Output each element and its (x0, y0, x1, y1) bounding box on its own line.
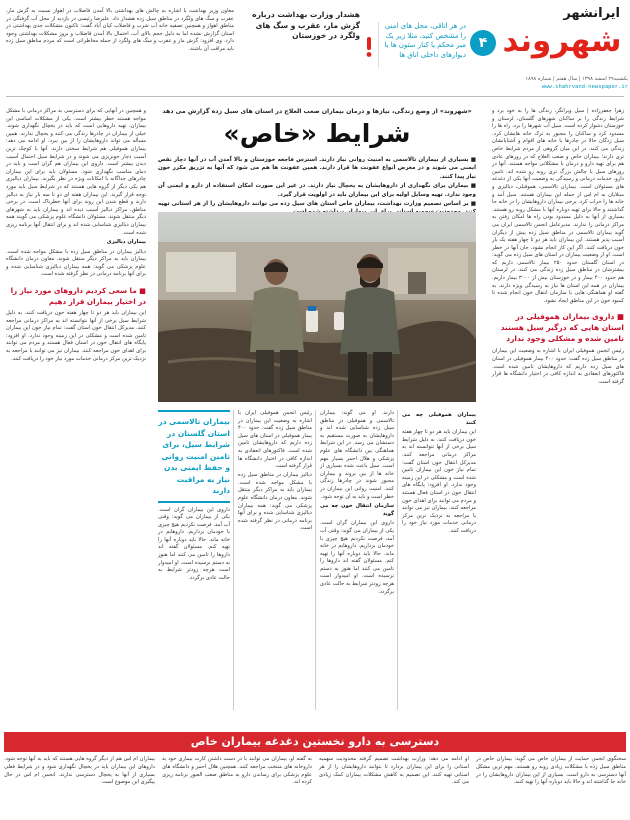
footer-column: بیماران ام اس هم از دیگر گروه هایی هستند که باید به آنها توجه شود. داروهای این بیماران باید در یخچال نگهداری شود و در شرایط فعلی بسیاری از آنها به یخچال دسترسی ندارند. انجمن ام اس در حال پیگیری این موضوع است. (4, 756, 155, 786)
column-divider (397, 410, 398, 710)
exclamation-icon (362, 36, 376, 58)
column-text-continued: دیالیز بیماران در مناطق سیل زده با مشکل مواجه شده است. بیماران باید به مراکز دیگر منتقل شوند. معاون درمان دانشگاه علوم پزشکی می گوید: همه بیماران دیالیزی شناسایی شده و برای آنها برنامه درمانی در نظر گرفته شده است. (6, 248, 146, 278)
footer-column: به گفته او، بیماران می توانند با در دست داشتن کارت بیماری خود به داروخانه های منتخب مراجعه کنند. همچنین هلال احمر و دانشگاه های علوم پزشکی برای رساندن دارو به مناطق صعب العبور برنامه ریزی کرده اند. (162, 756, 312, 786)
lower-column-2 (320, 410, 394, 710)
lower-column-3 (238, 410, 312, 710)
article-column-right (492, 108, 624, 796)
lead-point: ■ بیماران برای نگهداری از داروهایشان به یخچال نیاز دارند. در غیر این صورت امکان استفاده از دارو و ایمنی آن وجود ندارد. تهیه وسایل اولیه برای این بیماران باید در اولویت قرار گیرد. (158, 183, 476, 198)
column-divider (233, 410, 234, 710)
pull-quote: ■ ما سعی کردیم داروهای مورد نیاز را در اختیار بیماران قرار دهیم (10, 286, 146, 307)
masthead (500, 4, 626, 86)
column-text: این بیماران باید هر دو تا چهار هفته خون دریافت کنند. به دلیل شرایط سیل برخی از آنها نتوانسته اند به مراکز درمانی مراجعه کنند. مدیرکل انتقال خون استان گفت: تمام نیاز خون این بیماران تامین شده است و مشکلی در این زمینه وجود ندارد. او افزود: پایگاه های انتقال خون در استان فعال هستند و مردم می توانند برای اهدای خون مراجعه کنند. بیماران نیز می توانند با مراجعه به نزدیک ترین مرکز درمانی خدمات مورد نیاز خود را دریافت کنند. (402, 429, 476, 534)
column-text: رئیس انجمن هموفیلی ایران با اشاره به وضعیت این بیماران در مناطق سیل زده گفت: حدود ۴۰۰ بیمار هموفیلی در استان های سیل زده داریم که داروهایشان تامین شده است. فاکتورهای انعقادی به اندازه کافی در اختیار دانشگاه ها قرار گرفته است. (238, 410, 312, 470)
lower-column-4 (158, 410, 230, 710)
lead-point: ■ بر اساس تصمیم وزارت بهداشت، بیماران خاص استان های سیل زده می توانند داروهایشان را از هر استانی تهیه (158, 201, 476, 208)
flood-scene-image (158, 212, 476, 402)
brief-body: معاون وزیر بهداشت با اشاره به چالش های بهداشتی بالا آمدن فاضلاب در اهواز نسبت به گزش مار، عقرب و سگ های ولگرد در مناطق سیل زده هشدار داد. علیرضا رئیسی در بازدید از محل آب گرفتگی در مناطق اهواز و همچنین تصفیه خانه آب شرب و فاضلاب کیان آباد گفت: تاکنون مشکلات جدی بهداشتی در استان گزارش نشده اما به دلیل حجم بالای آب، احتمال بالا آمدن فاضلاب و بروز مشکلات بهداشتی وجود دارد. وی افزود: گزش مار و عقرب و سگ های ولگرد از جمله مخاطراتی است که مردم مناطق سیل زده باید مراقب آن باشند. (6, 8, 234, 52)
lower-column-1 (402, 410, 476, 710)
pull-quote: بیماران تالاسمی در استان گلستان در شرایط سیل، برای تامین امنیت روانی و حفظ ایمنی بدن نیاز به مراقبت دارند (158, 410, 230, 503)
lead-photo (158, 212, 476, 402)
footer-article (4, 754, 626, 816)
section-subhead: بیماران هموفیلی چه می کنند (402, 412, 476, 426)
column-text-continued: داروی این بیماران گران است. یکی از بیماران می گوید: وقتی آب آمد، فرصت نکردیم هیچ چیزی با خودمان برداریم. داروهایم در خانه ماند. حالا باید دوباره آنها را تهیه کنم. مسئولان گفته اند داروها را تامین می کنند اما هنوز به دستم نرسیده است. او امیدوار است هرچه زودتر شرایط به حالت عادی برگردد. (320, 520, 394, 595)
column-divider (315, 410, 316, 710)
brief-headline: هشدار وزارت بهداشت درباره گزش مار، عقرب و سگ های ولگرد در خوزستان (252, 10, 360, 40)
lead-summary (158, 156, 476, 218)
section-subhead: بیماران دیالیزی (106, 239, 146, 246)
column-text: زهرا جعفرزاده | سیل ویرانگر، زندگی ها را به خود برد و شرایط زندگی را بر ساکنان شهرهای گلستان، لرستان و خوزستان دشوار کرده است. سیل آب شهرها را برد، راه ها را مسدود کرد و ساکنان را مجبور به ترک خانه هایشان کرد. سیل زدگان حالا در چادرها یا خانه های اقوام و آشنایانشان زندگی می کنند. در این میان گروهی از مردم شرایط خاص تری دارند؛ بیماران خاص و صعب العلاج که در روزهای عادی هم برای تهیه دارو و درمان با مشکلاتی مواجه هستند. آنها در روزهای سیل با چالش بزرگ تری روبه رو شده اند. تامین دارو، خدمات درمانی و رسیدگی به وضعیت آنها یکی از دغدغه های مسئولان است. بیماران تالاسمی، هموفیلی، دیالیزی و مبتلایان به ام اس از جمله این بیماران هستند. سیل آمد و خانه ها را خراب کرد. برخی بیماران داروهایشان را در خانه جا گذاشتند و حالا برای تهیه دوباره آنها با مشکل روبه رو هستند. بسیاری از آنها به دلیل مسدود بودن راه ها امکان رفتن به مراکز درمانی را ندارند. مدیرعامل انجمن تالاسمی ایران می گوید بیماران تالاسمی در مناطق سیل زده بیش از دیگران آسیب پذیر هستند. این بیماران باید هر دو تا چهار هفته یک بار خون دریافت کنند. اگر این کار انجام نشود، جان آنها در خطر است. او از وضعیت بیماران در استان های سیل زده می گوید: در استان گلستان حدود ۲۵۰ بیمار تالاسمی داریم که بیشترشان در مناطق سیل زده زندگی می کنند. در لرستان هم حدود ۴۰۰ بیمار و در خوزستان بیش از ۳۰۰۰ بیمار داریم. بیماران در همه این استان ها نیاز به رسیدگی ویژه دارند. به گفته او هماهنگی هایی با سازمان انتقال خون انجام شده تا کمبود خون در این مناطق ایجاد نشود. (492, 108, 624, 304)
page-number: ۴ (470, 30, 496, 56)
column-text-tail: این بیماران باید هر دو تا چهار هفته خون دریافت کنند. به دلیل شرایط سیل برخی از آنها نتوانسته اند به مراکز درمانی مراجعه کنند. مدیرکل انتقال خون استان گفت: تمام نیاز خون این بیماران تامین شده است و مشکلی در این زمینه وجود ندارد. او افزود: پایگاه های انتقال خون در استان فعال هستند و مردم می توانند برای اهدای خون مراجعه کنند. بیماران نیز می توانند با مراجعه به نزدیک ترین مرکز درمانی خدمات مورد نیاز خود را دریافت کنند. (6, 310, 146, 362)
footer-column: او ادامه می دهد: وزارت بهداشت تصمیم گرفته محدودیت سهمیه استانی را برای این بیماران بردارد تا بتوانند داروهایشان را از هر استانی تهیه کنند. این تصمیم به کاهش مشکلات بیماران کمک زیادی می کند. (319, 756, 469, 786)
article-column-left (6, 108, 146, 796)
lead-point: ■ بسیاری از بیماران تالاسمی به امنیت روانی نیاز دارند. استرس فاجعه خوزستان و بالا آمدن آب در آنها دچار نقص ایمنی می شوند و در معرض انواع عفونت ها قرار دارند. همین عفونت ها هم می شود که آنها به تزریق مکرر خون نیاز پیدا کنند. (158, 157, 476, 180)
footer-column: سخنگوی انجمن حمایت از بیماران خاص می گوید: بیماران خاص در مناطق سیل زده با مشکلات زیادی روبه رو هستند. مهم ترین مشکل آنها دسترسی به دارو است. بسیاری از این بیماران داروهایشان را در خانه جا گذاشته اند و حالا باید دوباره آنها را تهیه کنند. (476, 756, 626, 786)
column-text: و همچنین در آنهایی که برای دسترسی به مراکز درمانی با مشکل مواجه هستند خطر بیشتر است. یکی از مشکلات اساسی این بیماران، تهیه داروهایی است که باید در یخچال نگهداری شوند. خیلی از بیماران در چادرها زندگی می کنند و یخچال ندارند. همین مسأله می تواند داروهایشان را از بین ببرد. او ادامه می دهد: بیماران هموفیلی هم شرایط سختی دارند. آنها با کوچک ترین آسیب دچار خونریزی می شوند و در شرایط سیل احتمال آسیب دیدن بیشتر است. داروی این بیماران هم گران است و باید در دمای مناسب نگهداری شود. مسئولان باید برای این بیماران چادرهای جداگانه با امکانات ویژه در نظر بگیرند. بیماران دیالیزی هم یکی دیگر از گروه هایی هستند که در شرایط سیل باید مورد توجه قرار گیرند. این بیماران هفته ای دو تا سه بار نیاز به دیالیز دارند و قطع شدن این روند برای آنها خطرناک است. در برخی مناطق، مراکز دیالیز آسیب دیده اند و بیماران باید به شهرهای دیگر منتقل شوند. مسئولان دانشگاه علوم پزشکی می گویند همه بیماران دیالیزی شناسایی شده اند و برای انتقال آنها برنامه ریزی شده است. (6, 108, 146, 236)
header-divider (6, 96, 624, 97)
column-text-continued: رئیس انجمن هموفیلی ایران با اشاره به وضعیت این بیماران در مناطق سیل زده گفت: حدود ۴۰۰ بیمار هموفیلی در استان های سیل زده داریم که داروهایشان تامین شده است. فاکتورهای انعقادی به اندازه کافی در اختیار دانشگاه ها قرار گرفته است. (492, 348, 624, 385)
column-text: داروی این بیماران گران است. یکی از بیماران می گوید: وقتی آب آمد، فرصت نکردیم هیچ چیزی با خودمان برداریم. داروهایم در خانه ماند. حالا باید دوباره آنها را تهیه کنم. مسئولان گفته اند داروها را تامین می کنند اما هنوز به دستم نرسیده است. او امیدوار است هرچه زودتر شرایط به حالت عادی برگردد. (158, 506, 230, 581)
lead-headline: شرایط «خاص» (223, 119, 411, 148)
masthead-section-label: ایرانشهر (563, 6, 620, 21)
lower-article-area (158, 410, 476, 710)
column-text: دارند. او می گوید: بیماران تالاسمی و هموفیلی در مناطق سیل زده شناسایی شده اند و داروهایشان به صورت مستقیم به دستشان می رسد. در این شرایط هماهنگی بین دانشگاه های علوم پزشکی و هلال احمر بسیار مهم است. سیل باعث شده بسیاری از خانه ها از بین بروند و بیماران مجبور شوند در چادرها زندگی کنند. امنیت روانی این بیماران در خطر است و باید به آن توجه شود. (320, 410, 394, 500)
footer-headline: دسترسی به دارو نخستین دغدغه بیماران خاص (190, 735, 440, 748)
footer-headline-band (4, 732, 626, 752)
newspaper-logo: شهروند (502, 23, 622, 59)
column-text-continued: دیالیز بیماران در مناطق سیل زده با مشکل مواجه شده است. بیماران باید به مراکز دیگر منتقل شوند. معاون درمان دانشگاه علوم پزشکی می گوید: همه بیماران دیالیزی شناسایی شده و برای آنها برنامه درمانی در نظر گرفته شده است. (238, 472, 312, 532)
site-url[interactable]: www.shahrvand-newspaper.ir (541, 84, 628, 90)
pull-quote: ■ داروی بیماران هموفیلی در استان هایی که درگیر سیل هستند تامین شده و مشکلی وجود ندارد (500, 312, 624, 344)
masthead-tagline: در هر اتاقی، محل های امنی را مشخص کنید، مثلا زیر یک میز محکم یا کنار ستون ها یا دیوارهای داخلی اتاق ها (378, 22, 466, 68)
dateline: یکشنبه۲۹ اسفند ۱۳۹۸ | سال هفتم | شماره ۱۸۹۸ (525, 76, 628, 82)
lead-kicker: «شهروند» از وضع زندگی، نیازها و درمان بیماران صعب العلاج در استان های سیل زده گزارش می دهد (162, 108, 472, 115)
section-subhead: سازمان انتقال خون چه می گوید (320, 503, 394, 517)
